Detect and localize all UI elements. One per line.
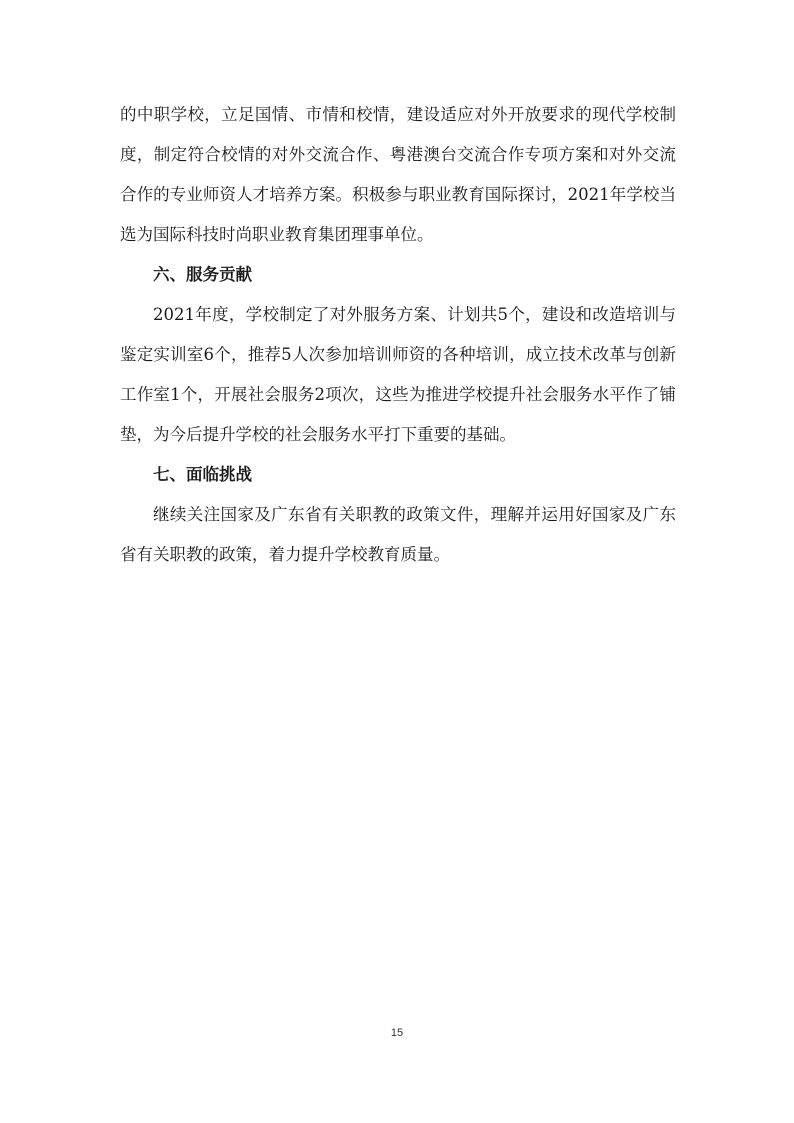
- section-heading-challenges: 七、面临挑战: [153, 465, 252, 484]
- section-heading-service: 六、服务贡献: [153, 265, 252, 284]
- document-body: [120, 95, 676, 575]
- paragraph-continued: 的中职学校，立足国情、市情和校情，建设适应对外开放要求的现代学校制度，制定符合校情的对外交流合作、粤港澳台交流合作专项方案和对外交流合作的专业师资人才培养方案。积极参与职业教育国际探讨，2021年学校当选为国际科技时尚职业教育集团理事单位。: [120, 105, 676, 244]
- section-body-service: 2021年度，学校制定了对外服务方案、计划共5个，建设和改造培训与鉴定实训室6个，推荐5人次参加培训师资的各种培训，成立技术改革与创新工作室1个，开展社会服务2项次，这些为推进学校提升社会服务水平作了铺垫，为今后提升学校的社会服务水平打下重要的基础。: [120, 305, 676, 444]
- page-number: 15: [390, 1027, 404, 1039]
- section-body-challenges: 继续关注国家及广东省有关职教的政策文件，理解并运用好国家及广东省有关职教的政策，着力提升学校教育质量。: [120, 505, 676, 564]
